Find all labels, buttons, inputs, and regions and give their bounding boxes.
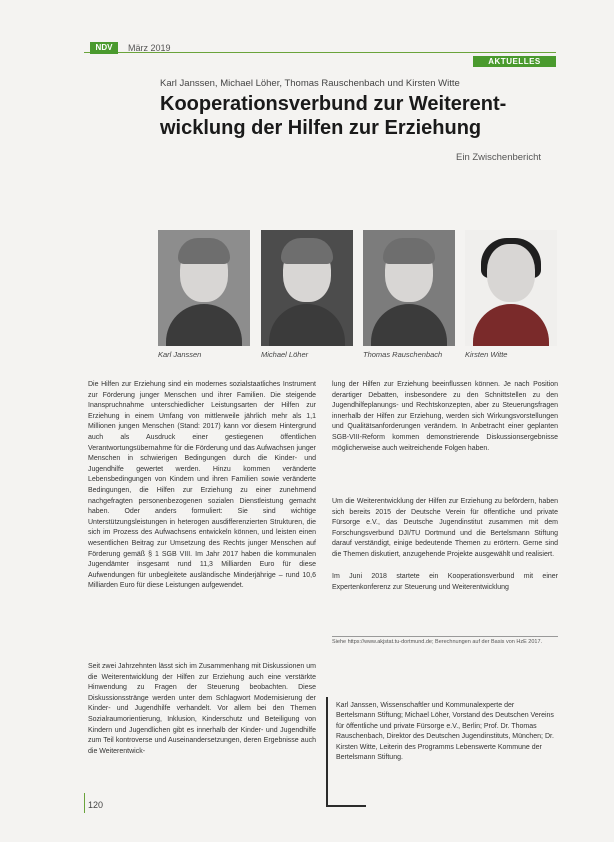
body-column-left bbox=[88, 380, 316, 592]
bio-rule-bottom bbox=[326, 805, 366, 807]
photo-caption: Thomas Rauschenbach bbox=[363, 350, 443, 359]
title-line-2: wicklung der Hilfen zur Erziehung bbox=[160, 117, 482, 139]
photo-caption: Kirsten Witte bbox=[465, 350, 508, 359]
issue-date: März 2019 bbox=[128, 43, 171, 53]
author-photos bbox=[158, 230, 558, 360]
body-paragraph: Im Juni 2018 startete ein Kooperationsverbund mit einer Expertenkonferenz zur Steuerung und Weiterentwicklung bbox=[332, 573, 558, 591]
body-column-right bbox=[332, 380, 558, 454]
page-number-rule bbox=[84, 793, 85, 813]
title-line-1: Kooperationsverbund zur Weiterent- bbox=[160, 93, 507, 115]
photo-caption: Michael Löher bbox=[261, 350, 309, 359]
author-bio-box bbox=[326, 697, 558, 807]
author-photo bbox=[158, 230, 250, 346]
body-paragraph: Die Hilfen zur Erziehung sind ein modernes sozialstaatliches Instrument zur Förderung junger Menschen und ihrer Familien. Die steigende Inanspruchnahme unterschiedlicher Leistungsarten der Hilfen zur Erziehung in einem Umfang von mittlerweile jährlich mehr als 1,1 Millionen jungen Menschen (Stand: 2017) kann vor diesem Hintergrund auch als Ausdruck einer gestiegenen öffentlichen Verantwortungsübernahme für die Förderung und das Aufwachsen junger Menschen in schwierigen Bedingungen durch die Kinder- und Jugendhilfe gewertet werden. Hinzu kommen veränderte Lebensbedingungen von Kindern und ihren Familien sowie veränderte Bedingungen, die Hilfen zur Erziehung zu einer zunehmend nachgefragten personenbezogenen sozialen Dienstleistung gemacht haben. Oder anders formuliert: Sie sind wichtige Unterstützungsleistungen in heterogen ausdifferenzierten Strukturen, die sich im Prozess des Aufwachsens entwickeln können, und leisten einen wesentlichen Beitrag zur Umsetzung des Rechts junger Menschen auf Förderung gemäß § 1 SGB VIII. Im Jahr 2017 haben die kommunalen Jugendämter insgesamt rund 11,3 Milliarden Euro für diese Aufwendungen für unbegleitete ausländische Minderjährige – rund 10,6 Milliarden Euro für diese Leistungen aufgewendet. bbox=[88, 381, 316, 590]
ndv-logo: NDV bbox=[90, 42, 118, 54]
body-paragraph: Um die Weiterentwicklung der Hilfen zur Erziehung zu befördern, haben sich bereits 2015 der Deutsche Verein für öffentliche und private Fürsorge e.V., das Deutsche Jugendinstitut zusammen mit dem Forschungsverbund DJI/TU Dortmund und die Bertelsmann Stiftung darauf verständigt, einige bedeutende Themen zu erörtern. Gerne sind die Themen diskutiert, anzugehende Projekte ausgewählt und realisiert. bbox=[332, 498, 558, 558]
author-photo bbox=[465, 230, 557, 346]
author-bio: Karl Janssen, Wissenschaftler und Kommunalexperte der Bertelsmann Stiftung; Michael Löher, Vorstand des Deutschen Vereins für öffentliche und private Fürsorge e.V., Berlin; Prof. Dr. Thomas Rauschenbach, Direktor des Deutschen Jugendinstituts, München; Dr. Kirsten Witte, Leiterin des Programms Lebenswerte Kommune der Bertelsmann Stiftung. bbox=[336, 702, 554, 762]
body-column-right-2 bbox=[332, 497, 558, 561]
section-badge: AKTUELLES bbox=[473, 56, 556, 67]
footnote: Siehe https://www.akjstat.tu-dortmund.de; Berechnungen auf der Basis von HzE 2017. bbox=[332, 636, 558, 647]
article-subtitle: Ein Zwischenbericht bbox=[456, 152, 542, 163]
author-photo bbox=[363, 230, 455, 346]
bio-rule bbox=[326, 697, 328, 807]
body-column-left-2 bbox=[88, 662, 316, 757]
body-paragraph: Seit zwei Jahrzehnten lässt sich im Zusammenhang mit Diskussionen um die Weiterentwicklung der Hilfen zur Erziehung auch eine verstärkte Hinwendung zu Fragen der Steuerung beobachten. Diese Diskussionsstränge werden unter dem Schlagwort Modernisierung der Kinder- und Jugendhilfe verhandelt. Vor allem bei den Themen Sozialraumorientierung, Inklusion, Kinderschutz und Beteiligung von Kindern und Jugendlichen gibt es innerhalb der Kinder- und Jugendhilfe zum Teil kontroverse und Auseinandersetzungen, deren Ergebnisse auch die Weiterentwick- bbox=[88, 663, 316, 755]
body-column-right-3 bbox=[332, 572, 558, 593]
article-authors: Karl Janssen, Michael Löher, Thomas Rauschenbach und Kirsten Witte bbox=[160, 78, 460, 89]
page-number: 120 bbox=[88, 800, 104, 810]
photo-caption: Karl Janssen bbox=[158, 350, 202, 359]
article-title bbox=[160, 92, 560, 140]
body-paragraph: lung der Hilfen zur Erziehung beeinflussen können. Je nach Position derartiger Debatten, insbesondere zu den Schnittstellen zu den Jugendhilfeplanungs- und Rechtskonzepten, aber zu Steuerungsfragen innerhalb der Hilfen zur Erziehung, werden sich Wirkungsvorstellungen und Qualitätsanforderungen verändern. In Anbetracht einer geplanten SGB-VIII-Reform kommen demonstrierende Diskussionsergebnisse möglicherweise auch weitreichende Folgen haben. bbox=[332, 381, 558, 452]
author-photo bbox=[261, 230, 353, 346]
